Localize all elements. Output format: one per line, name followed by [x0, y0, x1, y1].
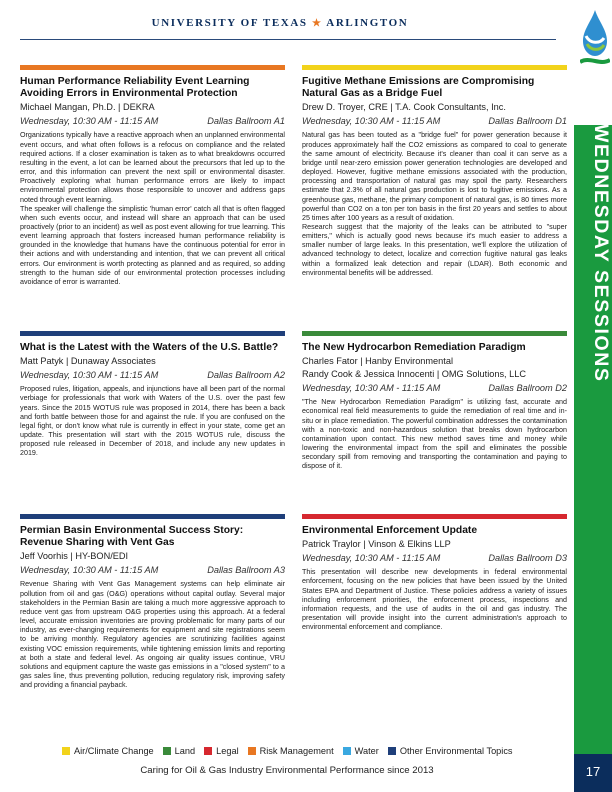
university-title [0, 17, 560, 29]
session-time: Wednesday, 10:30 AM - 11:15 AM [20, 565, 159, 576]
description-paragraph: This presentation will describe new developments in federal environmental enforcement, focusing on the new policies that have been issued by the United States EPA and Department of Justice. These policies address a variety of issues including enforcement priorities, the enforcement process, inspections and information requests, and the use of audits in the oil and gas industry. The presentation will provide insight into the current administration's approach to environmental enforcement and compliance. [302, 568, 567, 632]
description-paragraph: Organizations typically have a reactive approach when an unplanned environmental event occurs, and what often follows is a refocus on compliance and the related required actions. If a closer examination is taken as to what breakdowns occurred resulting in the event, a lot can be learned about the precursors that led up to the error, and this information can prevent the next spill or environmental disaster. Proactively exploring what human performance errors are likely to impact environmental protection allows those responsible to uncover and address gaps noted through event learning. [20, 131, 285, 204]
session-speaker: Charles Fator | Hanby Environmental [302, 356, 453, 367]
session-room: Dallas Ballroom D2 [488, 383, 567, 394]
legend-swatch [388, 747, 396, 755]
session-card [302, 514, 567, 632]
legend-label: Land [174, 746, 196, 756]
session-meta [20, 564, 285, 576]
drop-logo-icon [580, 8, 610, 68]
session-title: Fugitive Methane Emissions are Compromising Natural Gas as a Bridge Fuel [302, 76, 535, 100]
session-description [20, 385, 285, 458]
session-time: Wednesday, 10:30 AM - 11:15 AM [302, 383, 441, 394]
session-speaker: Matt Patyk | Dunaway Associates [20, 356, 156, 367]
session-title: Human Performance Reliability Event Learning Avoiding Errors in Environmental Protection [20, 76, 250, 100]
star-icon: ★ [311, 18, 323, 29]
session-speaker: Michael Mangan, Ph.D. | DEKRA [20, 102, 155, 113]
footer-tagline: Caring for Oil & Gas Industry Environmental Performance since 2013 [140, 765, 434, 776]
topic-color-bar [302, 331, 567, 336]
header-divider [20, 39, 556, 40]
page-header [0, 0, 556, 44]
legend-item [62, 746, 154, 756]
session-room: Dallas Ballroom D1 [488, 116, 567, 127]
legend-label: Legal [216, 746, 239, 756]
session-room: Dallas Ballroom A3 [207, 565, 285, 576]
session-description [20, 131, 285, 287]
legend-label: Water [354, 746, 379, 756]
legend-item [388, 746, 513, 756]
session-meta [302, 552, 567, 564]
topic-color-bar [20, 331, 285, 336]
topic-color-bar [302, 65, 567, 70]
description-paragraph: Revenue Sharing with Vent Gas Management systems can help eliminate air pollution from oil and gas (O&G) operations without capital outlay. Several major stakeholders in the Permian Basin are taking a much more aggressive approach to reduce vent gas from upstream O&G properties using this approach. At a federal level, accurate emission inventories are proving problematic for many parts of our industry, as ever-changing requirements for equipment and site registrations seem to be arriving monthly. Regulatory agencies are scrutinizing facilities against existing VOC emission requirements, while tightening emission limits and reporting at both a state and federal level. As ongoing air quality issues continue, VRU solutions and equipment capture the waste gas emissions in a "closed system" to a gas sales line, thus preventing pollution, reducing regulatory risk, improving safety and providing a financial payback. [20, 580, 285, 690]
sidebar-title: WEDNESDAY SESSIONS [590, 124, 612, 383]
legend-swatch [62, 747, 70, 755]
session-meta [20, 115, 285, 127]
topic-legend [62, 744, 562, 758]
topic-color-bar [20, 65, 285, 70]
session-card [302, 65, 567, 278]
session-room: Dallas Ballroom A2 [207, 370, 285, 381]
legend-swatch [343, 747, 351, 755]
legend-swatch [163, 747, 171, 755]
session-card [20, 331, 285, 458]
session-description [302, 131, 567, 278]
legend-item [248, 746, 334, 756]
session-card [20, 65, 285, 287]
session-title: Permian Basin Environmental Success Story: Revenue Sharing with Vent Gas [20, 525, 244, 549]
session-time: Wednesday, 10:30 AM - 11:15 AM [302, 116, 441, 127]
session-speaker: Patrick Traylor | Vinson & Elkins LLP [302, 539, 451, 550]
legend-item [343, 746, 379, 756]
session-meta [302, 382, 567, 394]
session-time: Wednesday, 10:30 AM - 11:15 AM [302, 553, 441, 564]
session-title: Environmental Enforcement Update [302, 525, 478, 536]
session-meta [302, 115, 567, 127]
description-paragraph: Proposed rules, litigation, appeals, and injunctions have all been part of the normal verbiage for professionals that work with Waters of the U.S. over the past few years. Since the 2015 WOTUS rule was proposed in 2014, there has been a back and forth battle between those for and against the rule. If you are confused on the legal fight, or don't know what rule is currently in effect in your state, come get an update. This presentation will start with the 2015 WOTUS rule, discuss the proposed rule released in December of 2018, and include any new updates in 2019. [20, 385, 285, 458]
legend-label: Risk Management [259, 746, 334, 756]
legend-label: Air/Climate Change [74, 746, 154, 756]
campus-name: ARLINGTON [326, 17, 409, 29]
session-speaker: Jeff Voorhis | HY-BON/EDI [20, 551, 129, 562]
session-room: Dallas Ballroom D3 [488, 553, 567, 564]
session-description [302, 398, 567, 471]
description-paragraph: Research suggest that the majority of the leaks can be attributed to "super emitters," which is actually good news because it's much easier to address a smaller number of large leaks. In this presentation, we'll explore the utilization of advanced technology to detect, localize and correction fugitive natural gas leaks within a formalized leak detection and repair (LDAR). Both economic and environmental benefits will be addressed. [302, 222, 567, 277]
description-paragraph: Natural gas has been touted as a "bridge fuel" for power generation because it produces approximately half the CO2 emissions as compared to coal to generate the same amount of electricity. Because it's cleaner than coal it can serve as a bridge until near-zero emission power generation technologies are developed and deployed. However, fugitive methane emissions associated with the production, processing and transportation of natural gas may spoil the party. Researchers estimate that 2.3% of all natural gas production is lost to fugitive emissions. As a greenhouse gas, methane, the primary component of natural gas, is 80 times more powerful than CO2 on a ton per ton basis in the first 20 years and settles to about 25 times after 100 years as a result of oxidation. [302, 131, 567, 222]
session-description [302, 568, 567, 632]
legend-item [204, 746, 238, 756]
session-title: The New Hydrocarbon Remediation Paradigm [302, 342, 526, 353]
session-speaker: Drew D. Troyer, CRE | T.A. Cook Consultants, Inc. [302, 102, 506, 113]
topic-color-bar [302, 514, 567, 519]
session-title: What is the Latest with the Waters of the U.S. Battle? [20, 342, 279, 353]
description-paragraph: "The New Hydrocarbon Remediation Paradigm" is utilizing fast, accurate and economical real field measurements to guide the remediation of real time and in-situ or in place remediation. The powerful combination addresses the contamination with a non-toxic and non-hazardous solution that breaks down hydrocarbon contamination upon contact. This new method saves time and money while lowering the environmental impact from the spill and eliminates the possible secondary spill from removing and transporting the contamination and paying to dispose of it. [302, 398, 567, 471]
session-card [302, 331, 567, 471]
session-room: Dallas Ballroom A1 [207, 116, 285, 127]
session-card [20, 514, 285, 690]
session-time: Wednesday, 10:30 AM - 11:15 AM [20, 370, 159, 381]
legend-label: Other Environmental Topics [399, 746, 513, 756]
session-time: Wednesday, 10:30 AM - 11:15 AM [20, 116, 159, 127]
university-name: UNIVERSITY OF TEXAS [151, 17, 308, 29]
session-speaker: Randy Cook & Jessica Innocenti | OMG Solutions, LLC [302, 369, 527, 380]
session-meta [20, 369, 285, 381]
topic-color-bar [20, 514, 285, 519]
session-description [20, 580, 285, 690]
description-paragraph: The speaker will challenge the simplistic 'human error' catch all that is often flagged when such events occur, and instead will share an approach that can be used proactively (prior to an incident) as well as post event allowing for true learning. This event learning approach that fosters increased human performance reliability is grounded in the knowledge that humans have the continuous potential for error in their actions and with understanding and intention, that we can prevent all critical errors. Our environment is worth protecting as planned and as required, so adding strength to the human side of our environmental protection processes including avoidance of error is warranted. [20, 204, 285, 286]
legend-swatch [204, 747, 212, 755]
page-number: 17 [574, 754, 612, 792]
legend-swatch [248, 747, 256, 755]
legend-item [163, 746, 195, 756]
